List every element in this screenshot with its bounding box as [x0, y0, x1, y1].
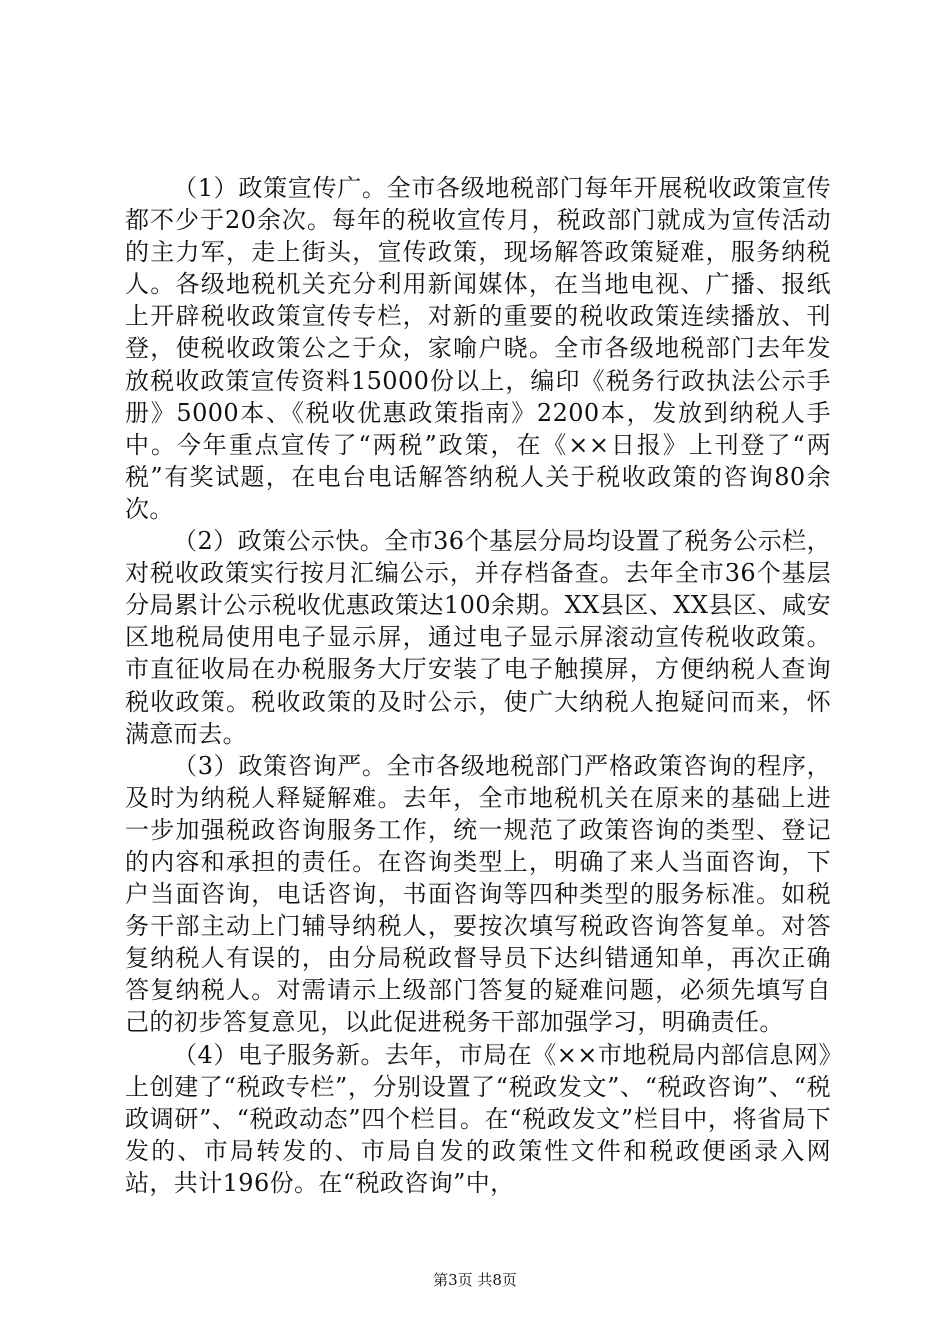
paragraph-policy-disclosure: （2）政策公示快。全市36个基层分局均设置了税务公示栏，对税收政策实行按月汇编公示，并存档备查。去年全市36个基层分局累计公示税收优惠政策达100余期。XX县区、XX县区、咸安区地税局使用电子显示屏，通过电子显示屏滚动宣传税收政策。市直征收局在办税服务大厅安装了电子触摸屏，方便纳税人查询税收政策。税收政策的及时公示，使广大纳税人抱疑问而来，怀满意而去。: [125, 527, 831, 748]
document-body: [125, 172, 831, 1199]
paragraph-electronic-service: （4）电子服务新。去年，市局在《××市地税局内部信息网》上创建了“税政专栏”，分别设置了“税政发文”、“税政咨询”、“税政调研”、“税政动态”四个栏目。在“税政发文”栏目中，将省局下发的、市局转发的、市局自发的政策性文件和税政便函录入网站，共计196份。在“税政咨询”中，: [125, 1040, 831, 1197]
paragraph-policy-consultation: （3）政策咨询严。全市各级地税部门严格政策咨询的程序，及时为纳税人释疑解难。去年，全市地税机关在原来的基础上进一步加强税政咨询服务工作，统一规范了政策咨询的类型、登记的内容和承担的责任。在咨询类型上，明确了来人当面咨询，下户当面咨询，电话咨询，书面咨询等四种类型的服务标准。如税务干部主动上门辅导纳税人，要按次填写税政咨询答复单。对答复纳税人有误的，由分局税政督导员下达纠错通知单，再次正确答复纳税人。对需请示上级部门答复的疑难问题，必须先填写自己的初步答复意见，以此促进税务干部加强学习，明确责任。: [125, 751, 831, 1037]
paragraph-policy-publicity: （1）政策宣传广。全市各级地税部门每年开展税收政策宣传都不少于20余次。每年的税收宣传月，税政部门就成为宣传活动的主力军，走上街头，宣传政策，现场解答政策疑难，服务纳税人。各级地税机关充分利用新闻媒体，在当地电视、广播、报纸上开辟税收政策宣传专栏，对新的重要的税收政策连续播放、刊登，使税收政策公之于众，家喻户晓。全市各级地税部门去年发放税收政策宣传资料15000份以上，编印《税务行政执法公示手册》5000本、《税收优惠政策指南》2200本，发放到纳税人手中。今年重点宣传了“两税”政策，在《××日报》上刊登了“两税”有奖试题，在电台电话解答纳税人关于税收政策的咨询80余次。: [125, 174, 831, 523]
page-number-footer: 第3页 共8页: [433, 1271, 517, 1289]
